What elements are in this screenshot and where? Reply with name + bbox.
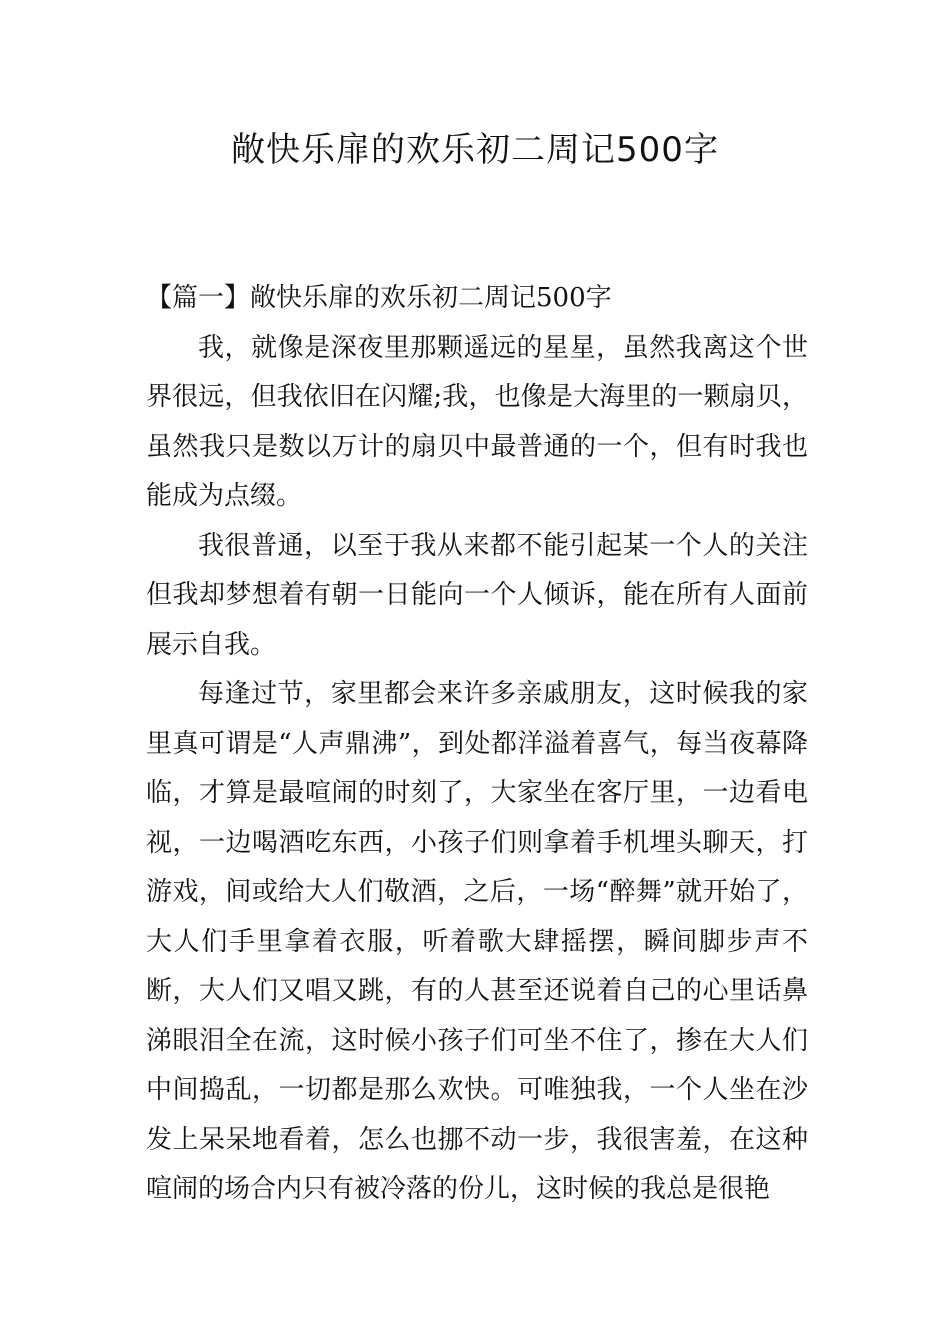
section-heading: 【篇一】敞快乐扉的欢乐初二周记500字 xyxy=(146,283,612,313)
document-title: 敞快乐扉的欢乐初二周记500字 xyxy=(231,130,719,170)
paragraph-3: 每逢过节，家里都会来许多亲戚朋友，这时候我的家里真可谓是“人声鼎沸”，到处都洋溢着喜气，每当夜幕降临，才算是最喧闹的时刻了，大家坐在客厅里，一边看电视，一边喝酒吃东西，小孩子们则拿着手机埋头聊天，打游戏，间或给大人们敬酒，之后，一场“醉舞”就开始了，大人们手里拿着衣服，听着歌大肆摇摆，瞬间脚步声不断，大人们又唱又跳，有的人甚至还说着自己的心里话鼻涕眼泪全在流，这时候小孩子们可坐不住了，掺在大人们中间捣乱，一切都是那么欢快。可唯独我，一个人坐在沙发上呆呆地看着，怎么也挪不动一步，我很害羞，在这种喧闹的场合内只有被冷落的份儿，这时候的我总是很艳 xyxy=(146,679,808,1204)
paragraph-2: 我很普通，以至于我从来都不能引起某一个人的关注但我却梦想着有朝一日能向一个人倾诉，能在所有人面前展示自我。 xyxy=(146,530,808,660)
document-body xyxy=(146,274,808,1215)
paragraph-1: 我，就像是深夜里那颗遥远的星星，虽然我离这个世界很远，但我依旧在闪耀;我，也像是大海里的一颗扇贝，虽然我只是数以万计的扇贝中最普通的一个，但有时我也能成为点缀。 xyxy=(146,332,808,511)
